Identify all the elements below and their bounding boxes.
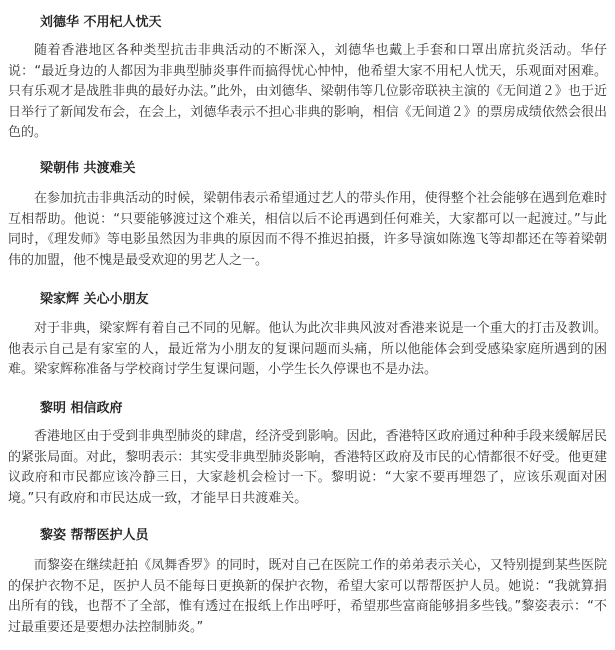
paragraph-tony-leung-ka-fai: 对于非典，梁家辉有着自己不同的见解。他认为此次非典风波对香港来说是一个重大的打击及教训。他表示自己是有家室的人，最近常为小朋友的复课问题而头痛，所以他能体会到受感染家庭所遇到的困难。梁家辉称准备与学校商讨学生复课问题，小学生长久停课也不是办法。	[8, 321, 607, 377]
paragraph-leon-lai: 香港地区由于受到非典型肺炎的肆虐，经济受到影响。因此，香港特区政府通过种种手段来缓解居民的紧张局面。对此，黎明表示：其实受非典型肺炎影响，香港特区政府及市民的心情都很不好受。他更建议政府和市民都应该冷静三日，大家趁机会检讨一下。黎明说：“大家不要再埋怨了，应该乐观面对困境。”只有政府和市民达成一致，才能早日共渡难关。	[8, 429, 607, 506]
section-title-tony-leung-ka-fai: 梁家辉 关心小朋友	[40, 292, 149, 307]
paragraph-tony-leung: 在参加抗击非典活动的时候，梁朝伟表示希望通过艺人的带头作用，使得整个社会能够在遇到危难时互相帮助。他说：“只要能够渡过这个难关，相信以后不论再遇到任何难关，大家都可以一起渡过。”与此同时，《理发师》等电影虽然因为非典的原因而不得不推迟拍摄，许多导演如陈逸飞等却都还在等着梁朝伟的加盟，他不愧是最受欢迎的男艺人之一。	[8, 191, 607, 268]
section-title-gigi-lai: 黎姿 帮帮医护人员	[40, 528, 149, 543]
section-title-leon-lai: 黎明 相信政府	[40, 401, 123, 416]
section-title-liu-dehua: 刘德华 不用杞人忧天	[40, 15, 162, 30]
paragraph-gigi-lai: 而黎姿在继续赶拍《凤舞香罗》的同时，既对自己在医院工作的弟弟表示关心，又特别提到某些医院的保护衣物不足，医护人员不能每日更换新的保护衣物，希望大家可以帮帮医护人员。她说：“我就算捐出所有的钱，也帮不了全部，惟有透过在报纸上作出呼吁，希望那些富商能够捐多些钱。”黎姿表示：“不过最重要还是要想办法控制肺炎。”	[8, 558, 607, 635]
section-title-tony-leung: 梁朝伟 共渡难关	[40, 161, 136, 176]
paragraph-liu-dehua: 随着香港地区各种类型抗击非典活动的不断深入，刘德华也戴上手套和口罩出席抗炎活动。华仔说：“最近身边的人都因为非典型肺炎事件而搞得忧心忡忡，他希望大家不用杞人忧天，乐观面对困难。只有乐观才是战胜非典的最好办法。”此外，由刘德华、梁朝伟等几位影帝联袂主演的《无间道２》也于近日举行了新闻发布会，在会上，刘德华表示不担心非典的影响，相信《无间道２》的票房成绩依然会很出色的。	[8, 43, 607, 140]
